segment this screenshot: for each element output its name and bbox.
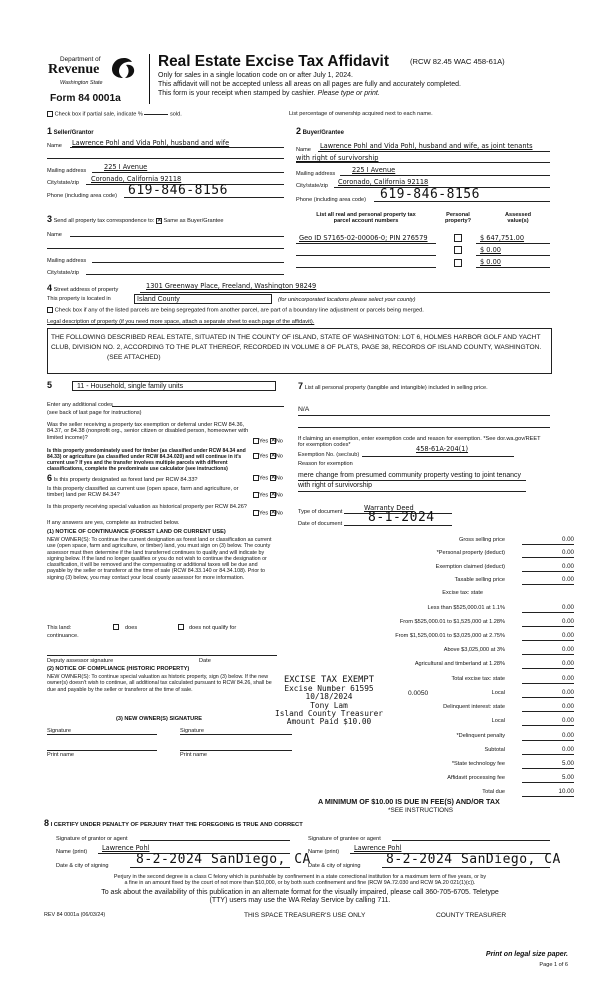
partial-sale-sold: sold. xyxy=(170,111,182,118)
washington-state-text: Washington State xyxy=(60,80,103,86)
subtitle-3-italic: Please type or print. xyxy=(317,90,380,97)
form-number: Form 84 0001a xyxy=(50,93,121,104)
header-divider xyxy=(149,54,150,104)
partial-sale-pct[interactable] xyxy=(144,114,168,115)
grantor-sig-line[interactable] xyxy=(140,840,290,841)
buyer-name-value-1[interactable]: Lawrence Pohl and Vida Pohl, husband and wife, as joint tenants xyxy=(320,142,533,150)
assessed-header xyxy=(488,212,548,225)
buyer-phone-value[interactable]: 619-846-8156 xyxy=(380,187,480,202)
street-line xyxy=(140,292,550,293)
accessibility-line-1: To ask about the availability of this publication in an alternate format for the visually impaired, please call 360-705-6705. Teletype xyxy=(101,889,499,896)
seller-num: 1 xyxy=(47,126,53,136)
calc-tier4-label: Above $3,025,000 at 3% xyxy=(443,647,505,653)
calc-tier3-line xyxy=(522,640,574,641)
calc-processing-fee-label: Affidavit processing fee xyxy=(447,775,505,781)
segregated-label: Check box if any of the listed parcels are being segregated from another parcel, are part of a boundary line adjustment or parcels being merged. xyxy=(54,307,424,314)
deputy-date-label: Date xyxy=(199,658,211,664)
accessibility-text xyxy=(34,889,566,905)
calc-local-value[interactable]: 0.00 xyxy=(561,689,574,696)
deputy-label: Deputy assessor signature xyxy=(47,658,114,664)
notice2-title: (2) NOTICE OF COMPLIANCE (HISTORIC PROPERTY) xyxy=(47,666,190,672)
calc-penalty-value[interactable]: 0.00 xyxy=(561,732,574,739)
calc-processing-fee-value[interactable]: 5.00 xyxy=(561,774,574,781)
calc-total-state-value[interactable]: 0.00 xyxy=(561,675,574,682)
partial-sale-row xyxy=(47,111,182,118)
parcel-row-3-assessed-line xyxy=(476,267,550,268)
parcel-row-1-personal-checkbox[interactable] xyxy=(454,234,462,242)
calc-local-label: Local xyxy=(491,690,505,696)
county-select[interactable] xyxy=(134,294,272,304)
grantor-sig-label: Signature of grantor or agent xyxy=(56,836,128,842)
calc-tech-fee-label: *State technology fee xyxy=(451,761,505,767)
calc-penalty-label: *Delinquent penalty xyxy=(456,733,505,739)
seller-phone-value[interactable]: 619-846-8156 xyxy=(128,183,228,198)
located-label: This property is located in xyxy=(47,296,111,302)
calc-total-due-label: Total due xyxy=(482,789,505,795)
seller-mail-line xyxy=(92,172,284,173)
parcels-header-2: parcel account numbers xyxy=(333,218,399,225)
calc-taxable-line xyxy=(522,584,574,585)
buyer-name-value-2[interactable]: with right of survivorship xyxy=(296,154,379,162)
grantee-date-city-value[interactable]: 8-2-2024 SanDiego, CA xyxy=(386,852,561,867)
calc-penalty-line xyxy=(522,740,574,741)
doc-date-value[interactable]: 8-1-2024 xyxy=(368,510,435,525)
form-rcw: (RCW 82.45 WAC 458-61A) xyxy=(410,57,505,66)
see-instructions-text: *SEE INSTRUCTIONS xyxy=(388,807,453,814)
stamp-line-1: EXCISE TAX EXEMPT xyxy=(283,675,375,685)
same-as-buyer-checkbox[interactable] xyxy=(156,218,162,224)
section5-q2: Is this property predominately used for timber (as classified under RCW 84.34 and 84.33) or agriculture (as classified under RCW 84.34.020) and will continue in it's current use? If yes and the transfer involves multiple parcels with different classifications, complete the predominate use calculator (see instructions) xyxy=(47,448,246,472)
seller-mail-value[interactable]: 225 I Avenue xyxy=(104,163,148,171)
partial-sale-label: Check box if partial sale, indicate % xyxy=(54,111,143,118)
doc-type-label: Type of document xyxy=(298,509,343,515)
personal-header-2: property? xyxy=(444,218,472,225)
parcel-row-2-assessed-line xyxy=(476,255,550,256)
grantor-name-value[interactable]: Lawrence Pohl xyxy=(102,844,150,852)
doc-date-label: Date of document xyxy=(298,521,343,527)
calc-delinq-local-line xyxy=(522,725,574,726)
calc-personal-line xyxy=(522,557,574,558)
buyer-name-label: Name xyxy=(296,147,311,153)
calc-tier4-line xyxy=(522,654,574,655)
calc-excise-state-label: Excise tax: state xyxy=(442,590,483,596)
section5-q2-answer xyxy=(253,453,283,460)
continuance-label: continuance. xyxy=(47,633,79,639)
grantee-date-city-label: Date & city of signing xyxy=(308,863,361,869)
section3-name-line[interactable] xyxy=(70,236,284,237)
reason-value[interactable]: mere change from presumed community property vesting to joint tenancy with right of survivorship xyxy=(298,472,521,489)
section3-name-label: Name xyxy=(47,232,62,238)
parcel-row-2-personal-checkbox[interactable] xyxy=(454,246,462,254)
section7-label xyxy=(298,381,553,391)
section5-q1-answer xyxy=(253,438,283,445)
calc-ag-label: Agricultural and timberland at 1.28% xyxy=(414,661,505,667)
personal-property-line-1 xyxy=(298,415,550,416)
perjury-text xyxy=(34,874,566,886)
section6-q1-text: Is this property designated as forest land per RCW 84.33? xyxy=(53,477,198,483)
parcel-row-3-assessed[interactable]: $ 0.00 xyxy=(480,258,501,266)
legal-paper-note: Print on legal size paper. xyxy=(485,951,568,958)
forest-yes-label: Yes xyxy=(259,475,269,482)
buyer-heading xyxy=(296,126,344,137)
personal-property-value[interactable]: N/A xyxy=(298,406,310,413)
legal-description-text: THE FOLLOWING DESCRIBED REAL ESTATE, SITUATED IN THE COUNTY OF ISLAND, STATE OF WASHINGTON: LOT 6, HOLMES HARBOR GOLF AND YACHT CLUB, DIVISION NO. 2, ACCORDING TO THE PLAT THEREOF, RECORDED IN VOLUME 8 OF PLATS, PAGE 38, RECORDS OF ISLAND COUNTY, WASHINGTON. xyxy=(51,334,542,351)
personal-header xyxy=(440,212,476,225)
notice2-text: NEW OWNER(S): To continue special valuation as historic property, sign (3) below. If the new owner(s) doesn't wish to continue, all additional tax calculated pursuant to RCW 84.26, shall be due and payable by the seller or transferor at the time of sale. xyxy=(47,674,272,693)
grantor-name-label: Name (print) xyxy=(56,849,88,855)
perjury-line-2: a fine in an amount fixed by the court of not more than $10,000, or by both such confinement and fine (RCW 9A.72.030 and RCW 9A.20 021(1)(c)). xyxy=(124,880,476,887)
dept-of-text: Department of xyxy=(60,56,101,63)
subtitle-3 xyxy=(158,90,380,98)
street-value[interactable]: 1301 Greenway Place, Freeland, Washington 98249 xyxy=(146,282,317,290)
exemption-no-value[interactable]: 458-61A-204(1) xyxy=(416,445,469,453)
calc-tier3-value[interactable]: 0.00 xyxy=(561,632,574,639)
certify-text: I CERTIFY UNDER PENALTY OF PERJURY THAT THE FOREGOING IS TRUE AND CORRECT xyxy=(50,822,303,828)
current-use-no-label: No xyxy=(275,492,283,499)
calc-exemption-value[interactable]: 0.00 xyxy=(561,563,574,570)
section8-num: 8 xyxy=(44,818,50,828)
section7-num: 7 xyxy=(298,381,304,391)
q1-yes-label: Yes xyxy=(259,438,269,445)
new-owner-print-label-1: Print name xyxy=(47,752,75,758)
calc-processing-fee-line xyxy=(522,782,574,783)
stamp-line-3: 10/18/2024 xyxy=(305,692,353,702)
q1-no-label: No xyxy=(275,438,283,445)
section3-city-label: City/state/zip xyxy=(47,270,80,276)
new-owner-sig-label-2: Signature xyxy=(180,728,204,734)
use-code-select[interactable] xyxy=(72,381,276,391)
section8-heading xyxy=(44,818,303,829)
parcel-row-3-line[interactable] xyxy=(296,267,436,268)
revenue-wordmark: Revenue xyxy=(48,62,100,77)
add-codes-sub: (see back of last page for instructions) xyxy=(47,410,142,416)
accessibility-line-2: (TTY) users may use the WA Relay Service by calling 711. xyxy=(209,897,391,905)
calc-ag-line xyxy=(522,668,574,669)
subtitle-1: Only for sales in a single location code on or after July 1, 2024. xyxy=(158,72,353,79)
section3-num: 3 xyxy=(47,214,53,224)
section3-label: Send all property tax correspondence to: xyxy=(53,218,155,224)
county-value: Island County xyxy=(137,296,180,303)
subtitle-2: This affidavit will not be accepted unless all areas on all pages are fully and accurately completed. xyxy=(158,81,461,88)
section6-num: 6 xyxy=(47,473,53,483)
grantor-date-city-value[interactable]: 8-2-2024 SanDiego, CA xyxy=(136,852,311,867)
seller-phone-label: Phone (including area code) xyxy=(47,193,117,199)
calc-delinq-state-line xyxy=(522,711,574,712)
stamp-line-6: Amount Paid $10.00 xyxy=(286,716,372,726)
seller-heading xyxy=(47,126,94,137)
calc-tier2-value[interactable]: 0.00 xyxy=(561,618,574,625)
section5-num: 5 xyxy=(47,380,53,390)
assessed-header-1: Assessed xyxy=(504,212,532,218)
calc-gross-line xyxy=(522,544,574,545)
seller-name-line2 xyxy=(47,158,284,159)
calc-tier1-value[interactable]: 0.00 xyxy=(561,604,574,611)
grantee-sig-line[interactable] xyxy=(392,840,550,841)
calc-tier2-line xyxy=(522,626,574,627)
seller-mail-label: Mailing address xyxy=(47,168,87,174)
notice3-title: (3) NEW OWNER(S) SIGNATURE xyxy=(116,716,202,722)
grantee-name-value[interactable]: Lawrence Pohl xyxy=(354,844,402,852)
section3-mail-label: Mailing address xyxy=(47,258,87,264)
minimum-due-text: A MINIMUM OF $10.00 IS DUE IN FEE(S) AND/OR TAX xyxy=(318,797,500,806)
parcel-row-1-value[interactable]: Geo ID S7165-02-00006-0; PIN 276579 xyxy=(299,234,428,242)
parcel-row-1-assessed[interactable]: $ 647,751.00 xyxy=(480,234,525,242)
current-use-yes-label: Yes xyxy=(259,492,269,499)
notice1-text: NEW OWNER(S): To continue the current designation as forest land or classification as current use (open space, farm and agriculture, or timber) land, you must sign on (3) below. The county assessor must then determine if the land transferred continues to qualify and will indicate by signing below. If the land no longer qualifies or you do not wish to continue the designation or classification, it will be removed and the compensating or additional taxes will be due and payable by the seller or transferor at the time of sale (RCW 84.33.140 or 84.34.108). Prior to signing (3) below, you may contact your local county assessor for more information. xyxy=(47,537,272,581)
any-yes-text: If any answers are yes, complete as instructed below. xyxy=(47,520,180,526)
buyer-city-label: City/state/zip xyxy=(296,183,329,189)
new-owner-print-label-2: Print name xyxy=(180,752,208,758)
legal-attached-text: (SEE ATTACHED) xyxy=(107,353,161,361)
parcels-header-1: List all real and personal property tax xyxy=(316,212,416,218)
calc-total-state-label: Total excise tax: state xyxy=(451,676,505,682)
list-percentage-note: List percentage of ownership acquired next to each name. xyxy=(289,111,433,117)
reason-line-1 xyxy=(298,480,526,481)
parcel-row-1-assessed-line xyxy=(476,243,550,244)
stamp-line-5: Island County Treasurer xyxy=(275,708,383,718)
calc-delinq-local-value[interactable]: 0.00 xyxy=(561,717,574,724)
calc-tier3-label: From $1,525,000.01 to $3,025,000 at 2.75% xyxy=(395,633,505,639)
section6-q2: Is this property classified as current use (open space, farm and agriculture, or timber) land per RCW 84.34? xyxy=(47,486,239,499)
personal-property-line-2[interactable] xyxy=(298,427,550,428)
buyer-name-line xyxy=(318,151,550,152)
calc-delinq-state-label: Delinquent interest: state xyxy=(443,704,505,710)
historic-no-label: No xyxy=(275,510,283,517)
section4-street-row xyxy=(47,283,118,293)
parcel-row-3-personal-checkbox[interactable] xyxy=(454,259,462,267)
seller-city-value[interactable]: Coronado, California 92118 xyxy=(91,175,182,183)
parcel-row-2-line[interactable] xyxy=(296,255,436,256)
calc-gross-value[interactable]: 0.00 xyxy=(561,536,574,543)
stamp-line-2: Excise Number 61595 xyxy=(284,684,374,694)
same-as-buyer-label: Same as Buyer/Grantee xyxy=(163,218,224,224)
calc-delinq-local-label: Local xyxy=(491,718,505,724)
calc-tier4-value[interactable]: 0.00 xyxy=(561,646,574,653)
buyer-phone-label: Phone (including area code) xyxy=(296,197,366,203)
buyer-mail-value[interactable]: 225 I Avenue xyxy=(352,166,396,174)
seller-city-label: City/state/zip xyxy=(47,180,80,186)
grantee-sig-label: Signature of grantee or agent xyxy=(308,836,381,842)
reason-label: Reason for exemption xyxy=(298,461,353,467)
section3-mail-line[interactable] xyxy=(92,262,284,263)
add-codes-label: Enter any additional codes xyxy=(47,402,113,408)
calc-local-line xyxy=(522,697,574,698)
parcels-header xyxy=(296,212,436,225)
calc-total-due-line xyxy=(522,796,574,797)
grantee-name-label: Name (print) xyxy=(308,849,340,855)
forest-no-label: No xyxy=(275,475,283,482)
dor-seal-icon xyxy=(110,56,138,80)
calc-personal-value[interactable]: 0.00 xyxy=(561,549,574,556)
section3-city-line[interactable] xyxy=(86,274,284,275)
form-title: Real Estate Excise Tax Affidavit xyxy=(158,53,389,70)
calc-exemption-line xyxy=(522,571,574,572)
add-codes-line[interactable] xyxy=(112,406,284,407)
grantor-date-city-label: Date & city of signing xyxy=(56,863,109,869)
stamp-line-4: Tony Lam xyxy=(310,700,348,710)
land-does-label: does xyxy=(125,625,138,631)
calc-exemption-label: Exemption claimed (deduct) xyxy=(435,564,505,570)
calc-tier2-label: From $525,000.01 to $1,525,000 at 1.28% xyxy=(399,619,505,625)
doc-type-value[interactable]: Warranty Deed xyxy=(364,504,414,512)
page-number: Page 1 of 6 xyxy=(539,962,568,968)
exemption-no-label: Exemption No. (sec/sub) xyxy=(298,452,360,458)
section5-q1: Was the seller receiving a property tax exemption or deferral under RCW 84.36, 84.37, or 84.38 (nonprofit org., senior citizen or disabled person, homeowner with limited income)? xyxy=(47,422,249,441)
section6-q3-answer xyxy=(253,510,283,517)
calc-tier1-label: Less than $525,000.01 at 1.1% xyxy=(427,605,505,611)
perjury-line-1: Perjury in the second degree is a class C felony which is punishable by confinement in a state correctional institution for a maximum term of five years, or by xyxy=(113,874,487,880)
claim-exemption-text: If claiming an exemption, enter exemption code and reason for exemption. *See dor.wa.gov/REET for exemption codes* xyxy=(298,436,541,449)
calc-total-due-value[interactable]: 10.00 xyxy=(558,788,574,795)
street-label: Street address of property xyxy=(53,287,119,293)
buyer-mail-line xyxy=(340,175,550,176)
reason-line-2 xyxy=(298,491,526,492)
assessed-header-2: value(s) xyxy=(507,218,529,225)
buyer-mail-label: Mailing address xyxy=(296,171,336,177)
deputy-signature-line[interactable] xyxy=(47,655,277,656)
calc-tech-fee-line xyxy=(522,768,574,769)
calc-subtotal-value[interactable]: 0.00 xyxy=(561,746,574,753)
calc-delinq-state-value[interactable]: 0.00 xyxy=(561,703,574,710)
new-owner-print-line-1[interactable] xyxy=(47,750,157,751)
historic-yes-label: Yes xyxy=(259,510,269,517)
legal-label: Legal description of property (if you need more space, attach a separate sheet to each page of the affidavit). xyxy=(47,319,315,325)
section6-q2-answer xyxy=(253,492,283,499)
section3-name-line2[interactable] xyxy=(47,248,284,249)
seller-heading-text: Seller/Grantor xyxy=(53,130,94,136)
calc-subtotal-line xyxy=(522,754,574,755)
section6-q1 xyxy=(47,473,253,483)
personal-header-1: Personal xyxy=(446,212,470,218)
calc-gross-label: Gross selling price xyxy=(458,537,505,543)
treasurer-stamp xyxy=(258,676,400,726)
treasurer-use-label: THIS SPACE TREASURER'S USE ONLY xyxy=(244,912,366,919)
new-owner-print-line-2[interactable] xyxy=(180,750,292,751)
calc-personal-label: *Personal property (deduct) xyxy=(436,550,505,556)
section4-num: 4 xyxy=(47,283,53,293)
land-does-not-label: does not qualify for xyxy=(189,625,237,631)
land-does-not-checkbox[interactable] xyxy=(178,624,184,630)
section7-label-text: List all personal property (tangible and intangible) included in selling price. xyxy=(304,385,488,391)
new-owner-sig-label-1: Signature xyxy=(47,728,71,734)
section3-heading xyxy=(47,214,223,224)
calc-ag-value[interactable]: 0.00 xyxy=(561,660,574,667)
seller-name-label: Name xyxy=(47,143,62,149)
segregated-row xyxy=(47,307,424,314)
notice1-title: (1) NOTICE OF CONTINUANCE (FOREST LAND OR CURRENT USE) xyxy=(47,529,226,535)
parcel-row-2-assessed[interactable]: $ 0.00 xyxy=(480,246,501,254)
land-does-checkbox[interactable] xyxy=(113,624,119,630)
calc-total-state-line xyxy=(522,683,574,684)
subtitle-3-text: This form is your receipt when stamped by cashier. xyxy=(158,90,316,97)
q2-yes-label: Yes xyxy=(259,453,269,460)
legal-description-box[interactable] xyxy=(47,328,552,374)
section6-q3: Is this property receiving special valuation as historical property per RCW 84.26? xyxy=(47,504,247,510)
calc-taxable-value[interactable]: 0.00 xyxy=(561,576,574,583)
partial-sale-checkbox[interactable] xyxy=(47,111,53,117)
seller-name-value[interactable]: Lawrence Pohl and Vida Pohl, husband and wife xyxy=(72,139,230,147)
calc-tier1-line xyxy=(522,612,574,613)
section6-q1-answer xyxy=(253,475,283,482)
county-treasurer-label: COUNTY TREASURER xyxy=(436,912,507,919)
use-code-value: 11 - Household, single family units xyxy=(77,383,184,390)
buyer-num: 2 xyxy=(296,126,302,136)
exemption-no-line xyxy=(362,456,514,457)
parcel-row-1-line xyxy=(296,243,436,244)
rev-label: REV 84 0001a (06/03/24) xyxy=(44,912,106,918)
calc-taxable-label: Taxable selling price xyxy=(454,577,505,583)
calc-local-rate: 0.0050 xyxy=(408,690,429,697)
buyer-city-value[interactable]: Coronado, California 92118 xyxy=(338,178,429,186)
q2-no-label: No xyxy=(275,453,283,460)
calc-subtotal-label: Subtotal xyxy=(484,747,505,753)
segregated-checkbox[interactable] xyxy=(47,307,53,313)
this-land-label: This land: xyxy=(47,625,72,631)
county-note: (for unincorporated locations please select your county) xyxy=(278,297,416,303)
calc-tech-fee-value[interactable]: 5.00 xyxy=(561,760,574,767)
buyer-heading-text: Buyer/Grantee xyxy=(302,130,344,136)
